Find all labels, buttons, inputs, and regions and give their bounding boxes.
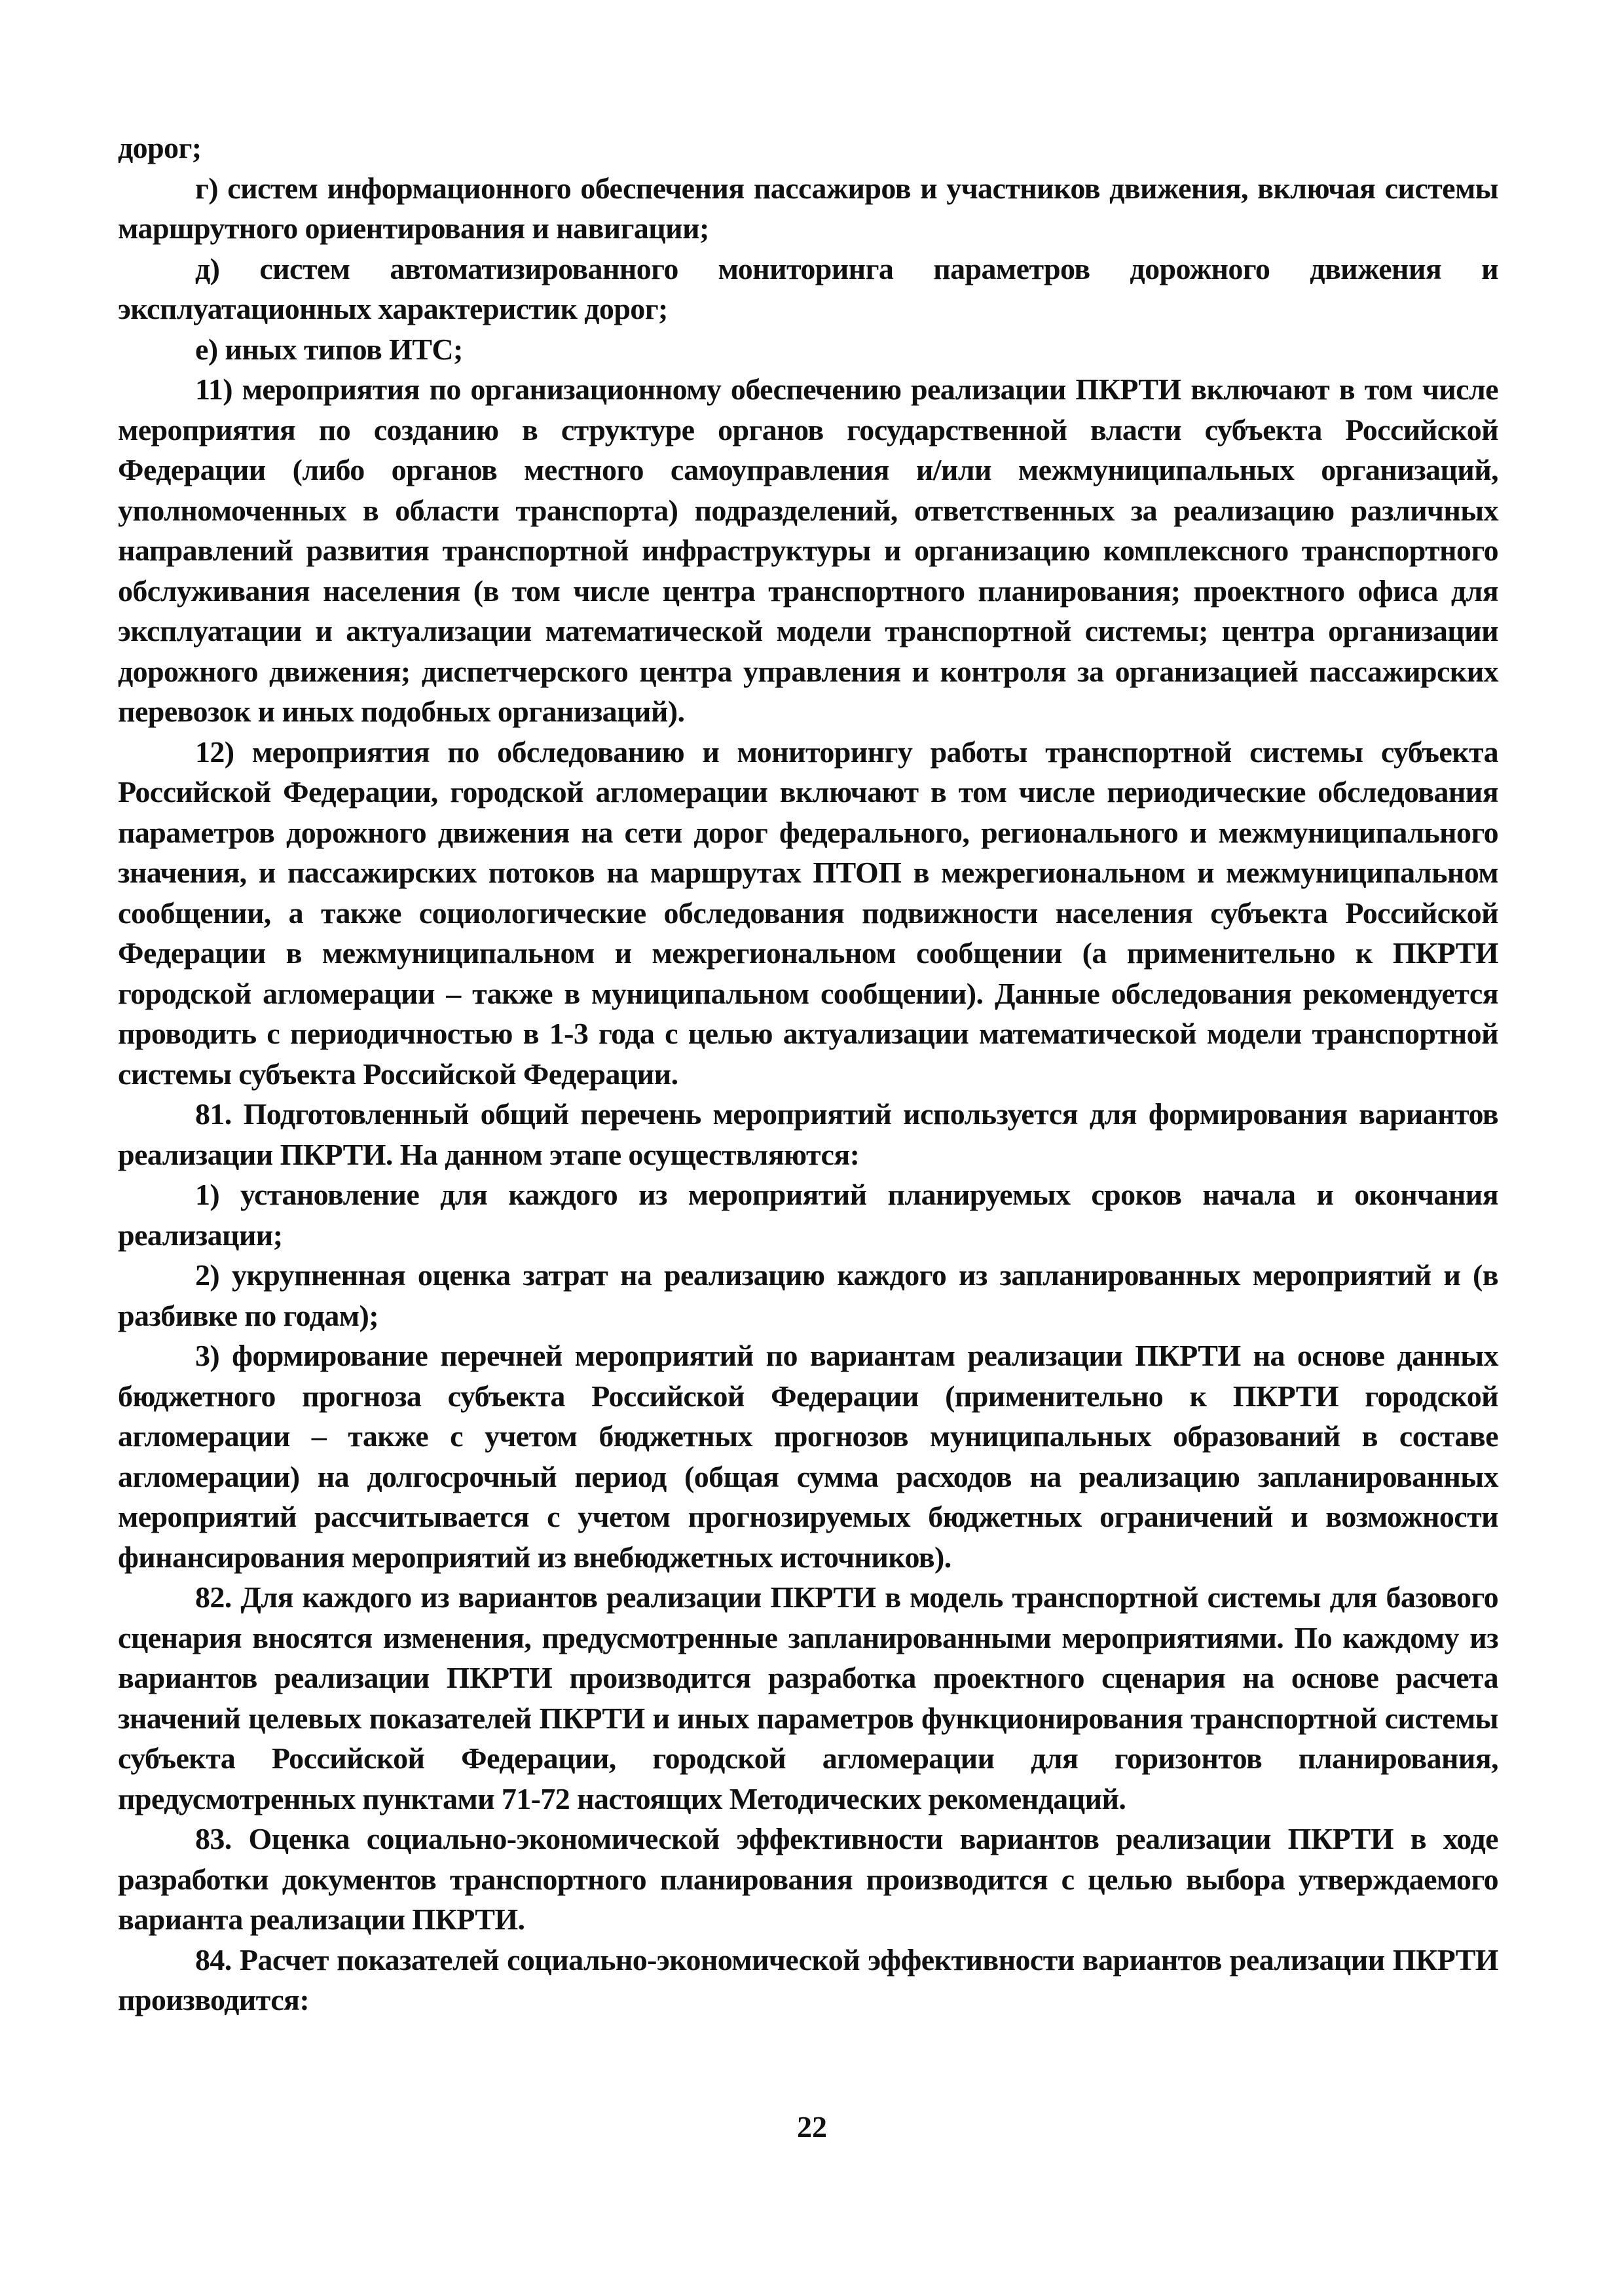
paragraph-roads-continuation: дорог; [118, 131, 202, 164]
paragraph-item-g: г) систем информационного обеспечения пассажиров и участников движения, включая системы маршрутного ориентирования и навигации; [118, 171, 1498, 245]
paragraph-81-item-2: 2) укрупненная оценка затрат на реализацию каждого из запланированных мероприятий и (в разбивке по годам); [118, 1258, 1498, 1332]
paragraph-section-84: 84. Расчет показателей социально-экономической эффективности вариантов реализации ПКРТИ производится: [118, 1942, 1498, 2016]
paragraph-item-12: 12) мероприятия по обследованию и мониторингу работы транспортной системы субъекта Российской Федерации, городской агломерации включают в том числе периодические обследования параметров дорожного движения на сети дорог федерального, регионального и межмуниципального значения, и пассажирских потоков на маршрутах ПТОП в межрегиональном и межмуниципальном сообщении, а также социологические обследования подвижности населения субъекта Российской Федерации в межмуниципальном и межрегиональном сообщении (а применительно к ПКРТИ городской агломерации – также в муниципальном сообщении). Данные обследования рекомендуется проводить с периодичностью в 1-3 года с целью актуализации математической модели транспортной системы субъекта Российской Федерации. [118, 735, 1498, 1091]
paragraph-item-11: 11) мероприятия по организационному обеспечению реализации ПКРТИ включают в том числе мероприятия по созданию в структуре органов государственной власти субъекта Российской Федерации (либо органов местного самоуправления и/или межмуниципальных организаций, уполномоченных в области транспорта) подразделений, ответственных за реализацию различных направлений развития транспортной инфраструктуры и организацию комплексного транспортного обслуживания населения (в том числе центра транспортного планирования; проектного офиса для эксплуатации и актуализации математической модели транспортной системы; центра организации дорожного движения; диспетчерского центра управления и контроля за организацией пассажирских перевозок и иных подобных организаций). [118, 373, 1498, 728]
paragraph-section-83: 83. Оценка социально-экономической эффективности вариантов реализации ПКРТИ в ходе разработки документов транспортного планирования производится с целью выбора утверждаемого варианта реализации ПКРТИ. [118, 1822, 1498, 1936]
paragraph-section-81: 81. Подготовленный общий перечень мероприятий используется для формирования вариантов реализации ПКРТИ. На данном этапе осуществляются: [118, 1097, 1498, 1171]
paragraph-item-d: д) систем автоматизированного мониторинга параметров дорожного движения и эксплуатационных характеристик дорог; [118, 251, 1498, 325]
paragraph-item-e: е) иных типов ИТС; [195, 332, 463, 366]
paragraph-81-item-1: 1) установление для каждого из мероприятий планируемых сроков начала и окончания реализации; [118, 1178, 1498, 1252]
document-page [118, 128, 1498, 2020]
paragraph-section-82: 82. Для каждого из вариантов реализации ПКРТИ в модель транспортной системы для базового сценария вносятся изменения, предусмотренные запланированными мероприятиями. По каждому из вариантов реализации ПКРТИ производится разработка проектного сценария на основе расчета значений целевых показателей ПКРТИ и иных параметров функционирования транспортной системы субъекта Российской Федерации, городской агломерации для горизонтов планирования, предусмотренных пунктами 71-72 настоящих Методических рекомендаций. [118, 1580, 1498, 1815]
paragraph-81-item-3: 3) формирование перечней мероприятий по вариантам реализации ПКРТИ на основе данных бюджетного прогноза субъекта Российской Федерации (применительно к ПКРТИ городской агломерации – также с учетом бюджетных прогнозов муниципальных образований в составе агломерации) на долгосрочный период (общая сумма расходов на реализацию запланированных мероприятий рассчитывается с учетом прогнозируемых бюджетных ограничений и возможности финансирования мероприятий из внебюджетных источников). [118, 1339, 1498, 1574]
page-number: 22 [797, 2110, 827, 2143]
